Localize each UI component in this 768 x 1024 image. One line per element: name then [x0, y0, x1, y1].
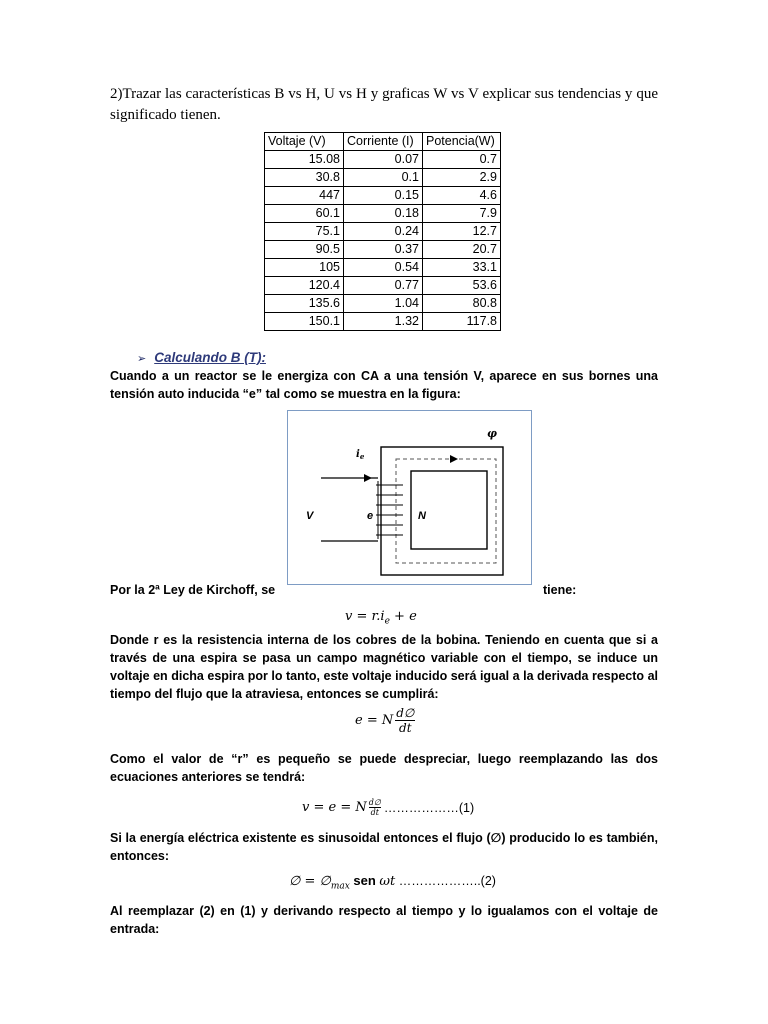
label-v: V [306, 510, 314, 522]
eq2-numerator: d∅ [396, 706, 415, 720]
cell-current: 0.07 [344, 151, 423, 169]
label-ie-sub: e [359, 452, 365, 461]
label-ie [356, 449, 365, 461]
table-row [265, 187, 501, 205]
eq3-fraction [369, 798, 381, 817]
coil-winding [376, 481, 403, 539]
eq4-lhs: ∅ = ∅ [289, 874, 331, 889]
core-outer [381, 447, 503, 575]
section-heading-text: Calculando B (T): [154, 350, 266, 365]
eq2-fraction [395, 706, 415, 735]
eq4-tail: ………………..(2) [395, 874, 496, 888]
label-n: N [418, 510, 426, 522]
eq3-denominator: dt [370, 808, 379, 817]
equation-2 [289, 873, 496, 892]
eq1-main: v = r.i [345, 609, 385, 624]
cell-current: 0.18 [344, 205, 423, 223]
reactor-diagram [288, 411, 531, 584]
table-row [265, 313, 501, 331]
kirchhoff-right: tiene: [543, 583, 577, 597]
label-phi: φ [487, 427, 497, 440]
eq1-tail: + e [389, 609, 417, 624]
cell-current: 1.04 [344, 295, 423, 313]
cell-current: 0.54 [344, 259, 423, 277]
paragraph-sinusoidal: Si la energía eléctrica existente es sinusoidal entonces el flujo (∅) producido lo es también, entonces: [110, 831, 658, 863]
data-table [264, 132, 501, 331]
table-row [265, 151, 501, 169]
cell-voltage: 120.4 [265, 277, 344, 295]
table-row [265, 241, 501, 259]
cell-voltage: 60.1 [265, 205, 344, 223]
arrow-bullet-icon: ➢ [137, 353, 147, 365]
cell-power: 12.7 [423, 223, 501, 241]
cell-voltage: 15.08 [265, 151, 344, 169]
table-row [265, 169, 501, 187]
label-ie-main: i [356, 449, 360, 460]
eq3-lhs: v = e = N [302, 800, 367, 815]
cell-power: 7.9 [423, 205, 501, 223]
paragraph-intro: Cuando a un reactor se le energiza con CA a una tensión V, aparece en sus bornes una tensión auto inducida “e” tal como se muestra en la figura: [110, 369, 658, 401]
cell-power: 0.7 [423, 151, 501, 169]
cell-current: 0.77 [344, 277, 423, 295]
table-row [265, 295, 501, 313]
cell-power: 80.8 [423, 295, 501, 313]
reactor-figure [287, 410, 532, 585]
paragraph-replace: Al reemplazar (2) en (1) y derivando respecto al tiempo y lo igualamos con el voltaje de entrada: [110, 904, 658, 936]
cell-current: 0.37 [344, 241, 423, 259]
header-power: Potencia(W) [423, 133, 501, 151]
eq4-wt: ωt [379, 874, 396, 889]
paragraph-resistance: Donde r es la resistencia interna de los cobres de la bobina. Teniendo en cuenta que si a través de una espira se pasa un campo magnético variable con el tiempo, se induce un voltaje en dicha espira por lo tanto, este voltaje inducido será igual a la derivada respecto al tiempo del flujo que la atraviesa, entonces se cumplirá: [110, 633, 658, 701]
table-row [265, 259, 501, 277]
cell-power: 33.1 [423, 259, 501, 277]
table-header-row [265, 133, 501, 151]
eq3-numerator: d∅ [368, 798, 381, 807]
current-arrow-icon [364, 474, 372, 482]
eq2-lhs: e = N [355, 713, 394, 728]
header-voltage: Voltaje (V) [265, 133, 344, 151]
cell-current: 0.1 [344, 169, 423, 187]
table-row [265, 205, 501, 223]
eq4-mid: sen [349, 873, 380, 888]
kirchhoff-left: Por la 2ª Ley de Kirchoff, se [110, 583, 276, 597]
label-e: e [367, 510, 374, 522]
cell-voltage: 135.6 [265, 295, 344, 313]
section-heading [137, 350, 266, 365]
eq4-sub: max [330, 881, 350, 892]
header-current: Corriente (I) [344, 133, 423, 151]
flux-arrow-icon [450, 455, 458, 463]
eq2-denominator: dt [399, 721, 412, 735]
cell-power: 53.6 [423, 277, 501, 295]
cell-current: 0.24 [344, 223, 423, 241]
table-row [265, 277, 501, 295]
table-row [265, 223, 501, 241]
cell-power: 20.7 [423, 241, 501, 259]
cell-power: 117.8 [423, 313, 501, 331]
paragraph-neglect-r: Como el valor de “r” es pequeño se puede despreciar, luego reemplazando las dos ecuaciones anteriores se tendrá: [110, 752, 658, 784]
equation-kirchhoff [345, 609, 417, 627]
cell-voltage: 90.5 [265, 241, 344, 259]
question-text: 2)Trazar las características B vs H, U vs H y graficas W vs V explicar sus tendencias y que significado tienen. [110, 86, 658, 123]
cell-voltage: 75.1 [265, 223, 344, 241]
cell-voltage: 30.8 [265, 169, 344, 187]
eq3-tail: ………………(1) [383, 800, 475, 815]
cell-voltage: 105 [265, 259, 344, 277]
cell-voltage: 447 [265, 187, 344, 205]
equation-induced-voltage [355, 706, 415, 735]
cell-power: 2.9 [423, 169, 501, 187]
eq1-sub: e [384, 616, 390, 627]
cell-current: 1.32 [344, 313, 423, 331]
cell-current: 0.15 [344, 187, 423, 205]
cell-voltage: 150.1 [265, 313, 344, 331]
equation-1 [302, 798, 474, 817]
cell-power: 4.6 [423, 187, 501, 205]
